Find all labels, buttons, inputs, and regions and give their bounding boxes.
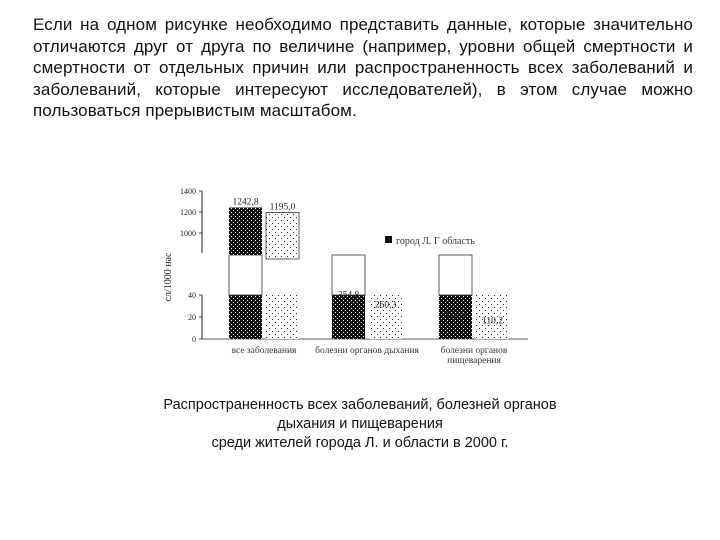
x-category-label: болезни органов дыхания: [315, 346, 419, 356]
bar-break-gap: [332, 255, 365, 295]
intro-paragraph: Если на одном рисунке необходимо представить данные, которые значительно отличаются друг от друга по величине (например, уровни общей смертности и смертности от отдельных причин или распространенность всех заболеваний и заболеваний, которые интересуют исследователей), в этом случае можно пользоваться прерывистым масштабом.: [33, 15, 693, 120]
data-label: 1242,8: [232, 197, 259, 208]
bar-город Л.-lower: [229, 295, 262, 339]
caption-line-2: дыхания и пищеварения: [277, 416, 443, 432]
data-label: 260,3: [374, 300, 397, 311]
bar-город Л.-lower: [332, 295, 365, 339]
caption-line-1: Распространенность всех заболеваний, болезней органов: [163, 397, 557, 413]
y-tick-label: 40: [188, 291, 196, 300]
bar-область-upper: [266, 213, 299, 259]
data-label: 354,8: [337, 290, 360, 301]
x-category-label: все заболевания: [231, 346, 297, 356]
data-label: 110,2: [481, 316, 504, 327]
bar-город Л.-upper: [229, 208, 262, 255]
data-label: 1195,0: [269, 202, 296, 213]
y-tick-label: 20: [188, 313, 196, 322]
broken-scale-bar-chart: [163, 183, 536, 383]
x-category-label: болезни органов: [440, 346, 508, 356]
x-category-label: пищеварения: [447, 356, 501, 366]
bar-break-gap: [439, 255, 472, 295]
bar-область-lower: [266, 295, 299, 339]
legend-marker-city: [385, 236, 392, 243]
caption-line-3: среди жителей города Л. и области в 2000 г.: [211, 435, 509, 451]
figure-caption: [100, 396, 620, 453]
bar-break-gap: [229, 255, 262, 295]
y-tick-label: 1000: [180, 229, 196, 238]
y-tick-label: 1200: [180, 208, 196, 217]
data-label: 173,6: [444, 309, 467, 320]
y-tick-label: 1400: [180, 187, 196, 196]
legend-text: город Л. Г область: [396, 236, 475, 247]
y-axis-label: сл/1000 нас: [163, 252, 174, 302]
y-tick-label: 0: [192, 335, 196, 344]
